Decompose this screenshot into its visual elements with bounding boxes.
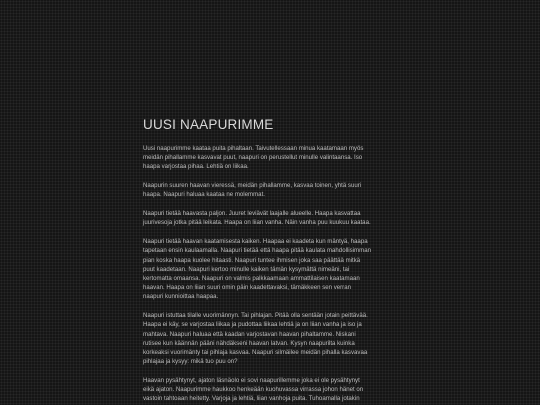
paragraph: Naapuri tietää haavan kaatamisesta kaiken. Haapaa ei kaadeta kun mäntyä, haapa tapetaan ensin kaulaamalla. Naapuri tietää että haapa pitää kaulata mahdollisimman pian koska haapa kuolee hitaasti. Naapuri tuntee ihmisen joka saa päättää mitkä puut kaadetaan. Naapuri kertoo minulle kaiken tämän kysymättä nimeäni, tai kertomatta omaansa. Naapuri on valmis palkkaamaan ammattilaisen kaatamaan haavan. Haapa on liian suuri omin päin kaadettavaksi, tämäkkeen sen verran naapuri kunnioittaa haapaa. <box>143 238 371 301</box>
paragraph: Naapuri istuttaa tilalle vuorimännyn. Tai pihlajan. Pitää olla sentään jotain peittävää. Haapa ei käy, se varjostaa liikaa ja pudottaa liikaa lehtiä ja on liian vanha ja iso ja mahtava. Naapuri haluaa että kaadan varjostavan haavan pihaltamme. Niskani rutisee kun käännän pääni nähdäkseni haavan latvan. Kysyn naapurilta kuinka korkeaksi vuorimänty tai pihlaja kasvaa. Naapuri silmäilee meidän pihalla kasvavaa pihlajaa ja kysyy: mikä tuo puu on? <box>143 312 368 366</box>
paragraph: Naapurin suuren haavan vieressä, meidän pihallamme, kasvaa toinen, yhtä suuri haapa. Naapuri haluaa kaataa ne molemmat. <box>143 182 362 199</box>
article-title: UUSI NAAPURIMME <box>143 117 274 132</box>
paragraph: Naapuri tietää haavasta paljon. Juuret leviävät laajalle alueelle. Haapa kasvattaa juurivesoja jotka pitää leikata. Haapa on liian vanha. Näin vanha puu kuukuu kaataa. <box>143 210 371 227</box>
paragraph: Haavan pysähtynyt, ajaton läsnäolo ei sovi naapurillemme joka ei ole pysähtynyt eikä ajaton. Naapurimme haukkoo henkeään kuohuvassa virrassa johon hänet on vastoin tahtoaan heitetty. Varjoja ja lehtiä, liian vanhoja puita. Tuhoamalla jotakin <box>143 377 364 403</box>
article <box>143 116 395 405</box>
paragraph: Uusi naapurimme kaataa puita pihaltaan. Taivutellessaan minua kaatamaan myös meidän pihallamme kasvavat puut, naapuri on perustellut minulle valintaansa. Iso haapa varjostaa pihaa. Lehtiä on liikaa. <box>143 145 364 171</box>
